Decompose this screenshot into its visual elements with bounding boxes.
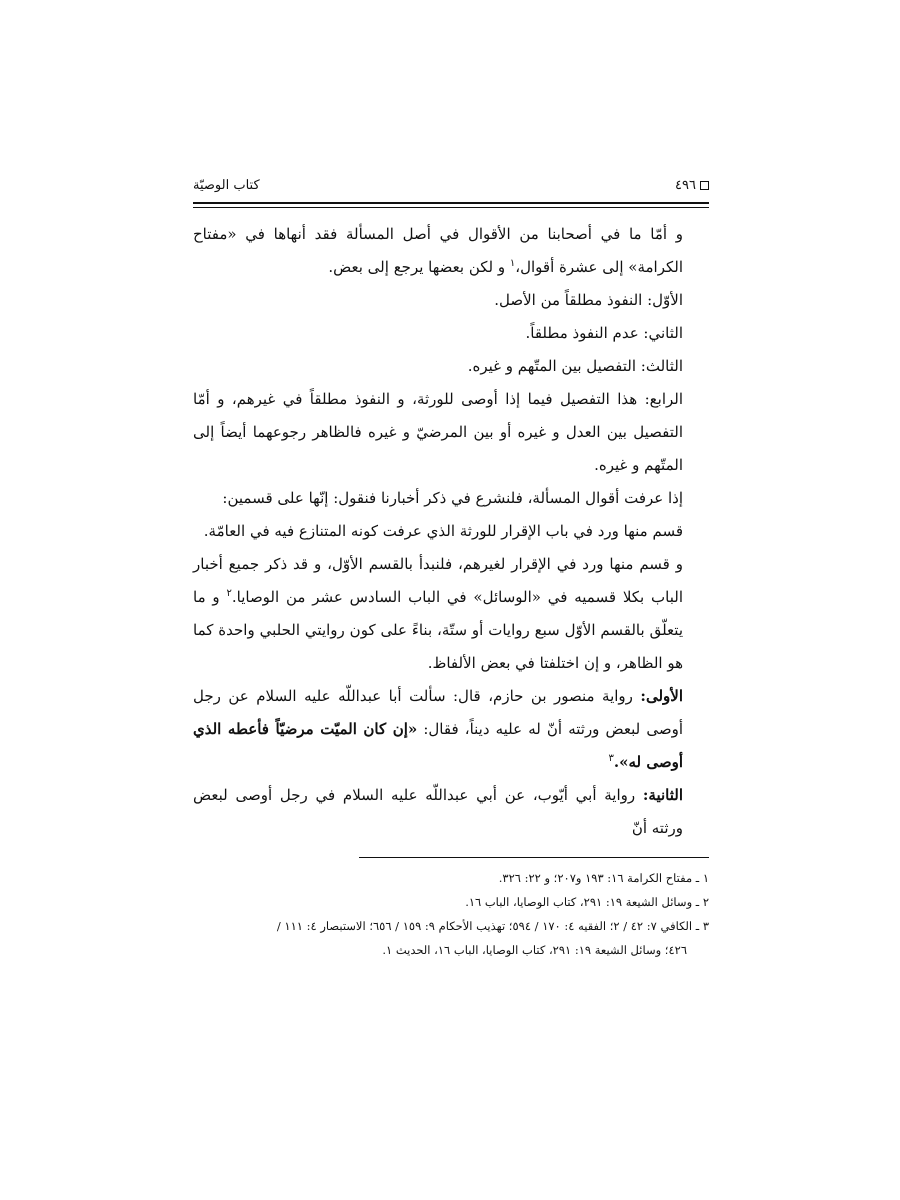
intro-text-1: و أمّا ما في أصحابنا من الأقوال في أصل المسألة فقد أنهاها في «مفتاح (193, 225, 683, 243)
square-box-icon (700, 181, 709, 190)
paragraph-two-sections: إذا عرفت أقوال المسألة، فلنشرع في ذكر أخبارنا فنقول: إنّها على قسمين: (222, 489, 683, 507)
narration-first-text: رواية منصور بن حازم، قال: سألت أبا عبداللّه عليه السلام عن رجل أوصى لبعض ورثته أنّ له عليه ديناً، فقال: (193, 687, 683, 738)
opinion-1: الأوّل: النفوذ مطلقاً من الأصل. (494, 291, 683, 309)
narration-second-text: رواية أبي أيّوب، عن أبي عبداللّه عليه السلام في رجل أوصى لبعض ورثته أنّ (193, 786, 683, 837)
footnote-ref-2[interactable]: ٢ (226, 588, 232, 599)
header-rule-thin (193, 207, 709, 208)
footnote-1: ١ ـ مفتاح الكرامة ١٦: ١٩٣ و٢٠٧؛ و ٢٢: ٣٢٦. (498, 871, 709, 885)
intro-text-3: و لكن بعضها يرجع إلى بعض. (328, 258, 510, 276)
footnote-ref-3[interactable]: ٣ (608, 753, 614, 764)
intro-text-2: الكرامة» إلى عشرة أقوال، (515, 258, 683, 276)
opinion-2: الثاني: عدم النفوذ مطلقاً. (525, 324, 683, 342)
footnote-3-continued: ٤٢٦؛ وسائل الشيعة ١٩: ٢٩١، كتاب الوصايا، الباب ١٦، الحديث ١. (382, 943, 687, 957)
narration-first-quote: «إن كان الميّت مرضيّاً فأعطه الذي أوصى له». (193, 720, 683, 771)
footnote-3: ٣ ـ الكافي ٧: ٤٢ / ٢؛ الفقيه ٤: ١٧٠ / ٥٩٤؛ تهذيب الأحكام ٩: ١٥٩ / ٦٥٦؛ الاستبصار ٤: ١١١ / (276, 919, 709, 933)
page-number-group (675, 178, 709, 193)
footnote-ref-1[interactable]: ١ (509, 258, 516, 269)
page-number: ٤٩٦ (675, 178, 696, 193)
paragraph-section-two (193, 548, 709, 680)
main-text (193, 218, 709, 845)
header-rule-thick (193, 202, 709, 204)
narration-second (193, 779, 709, 845)
opinion-4: الرابع: هذا التفصيل فيما إذا أوصى للورثة، و النفوذ مطلقاً في غيرهم، و أمّا التفصيل بين العدل و غيره أو بين المرضيّ و غيره فالظاهر رجوعهما أيضاً إلى المتّهم و غيره. (193, 390, 683, 474)
running-title: كتاب الوصيّة (193, 178, 260, 193)
opinion-3: الثالث: التفصيل بين المتّهم و غيره. (467, 357, 683, 375)
running-header (193, 170, 709, 198)
paragraph-intro (193, 218, 709, 284)
footnote-2: ٢ ـ وسائل الشيعة ١٩: ٢٩١، كتاب الوصايا، الباب ١٦. (465, 895, 709, 909)
section-two-text-1: و قسم منها ورد في الإقرار لغيرهم، فلنبدأ بالقسم الأوّل، و قد ذكر جميع أخبار الباب بكلا قسميه في «الوسائل» في الباب السادس عشر من الوصايا. (193, 555, 684, 606)
footnotes (193, 866, 709, 962)
footnote-rule (359, 857, 709, 858)
narration-first (193, 680, 709, 779)
narration-second-label: الثانية: (642, 786, 683, 804)
narration-first-label: الأولى: (640, 687, 683, 705)
book-page (193, 170, 709, 962)
section-two-text-2: و ما يتعلّق بالقسم الأوّل سبع روايات أو ستّة، بناءً على كون روايتي الحلبي واحدة كما هو الظاهر، و إن اختلفتا في بعض الألفاظ. (193, 588, 683, 672)
paragraph-section-one: قسم منها ورد في باب الإقرار للورثة الذي عرفت كونه المتنازع فيه في العامّة. (203, 522, 683, 540)
